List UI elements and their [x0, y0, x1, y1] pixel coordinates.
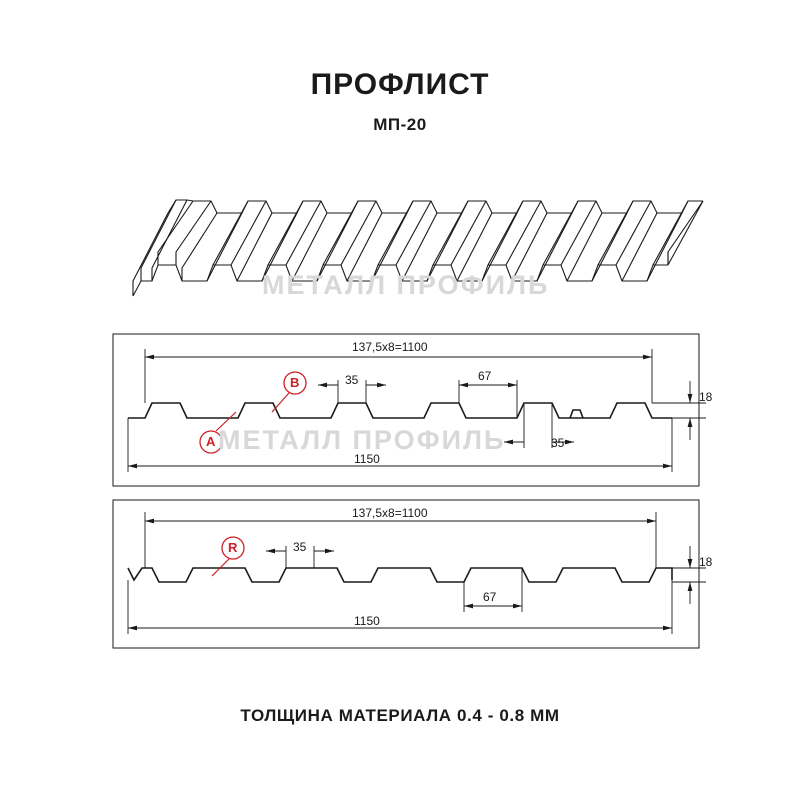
- dimension-flat-top-67: [459, 380, 517, 418]
- label-height-bottom-18: 18: [699, 555, 713, 569]
- label-pitch-bottom: 137,5х8=1100: [352, 506, 428, 520]
- label-pitch-top: 137,5х8=1100: [352, 340, 428, 354]
- label-rib-bottom2-35: 35: [293, 540, 307, 554]
- callout-label-B: B: [290, 375, 300, 390]
- watermark-bottom: МЕТАЛЛ ПРОФИЛЬ: [218, 425, 506, 455]
- dimension-total-bottom: [128, 580, 672, 634]
- section-top-view: [113, 334, 706, 486]
- dimension-pitch-bottom: [145, 512, 656, 568]
- section-bottom-view: [113, 500, 706, 648]
- page-title: ПРОФЛИСТ: [310, 68, 490, 101]
- profile-outline-bottom: [128, 568, 672, 582]
- label-flat-bottom-67: 67: [483, 590, 497, 604]
- label-rib-bottom-35: 35: [551, 436, 565, 450]
- label-total-bottom: 1150: [354, 614, 380, 628]
- label-rib-top-35: 35: [345, 373, 359, 387]
- label-total-top: 1150: [354, 452, 380, 466]
- dimension-height-top-18: [652, 381, 706, 440]
- callout-label-A: A: [206, 434, 216, 449]
- callout-label-R: R: [228, 540, 238, 555]
- label-height-top-18: 18: [699, 390, 713, 404]
- profile-outline-top: [128, 403, 672, 418]
- dimension-pitch-top: [145, 349, 652, 403]
- callout-B: [272, 372, 306, 412]
- label-flat-top-67: 67: [478, 369, 492, 383]
- material-thickness-note: ТОЛЩИНА МАТЕРИАЛА 0.4 - 0.8 ММ: [240, 706, 560, 725]
- watermark-top: МЕТАЛЛ ПРОФИЛЬ: [262, 270, 550, 300]
- page-subtitle: МП-20: [373, 115, 427, 134]
